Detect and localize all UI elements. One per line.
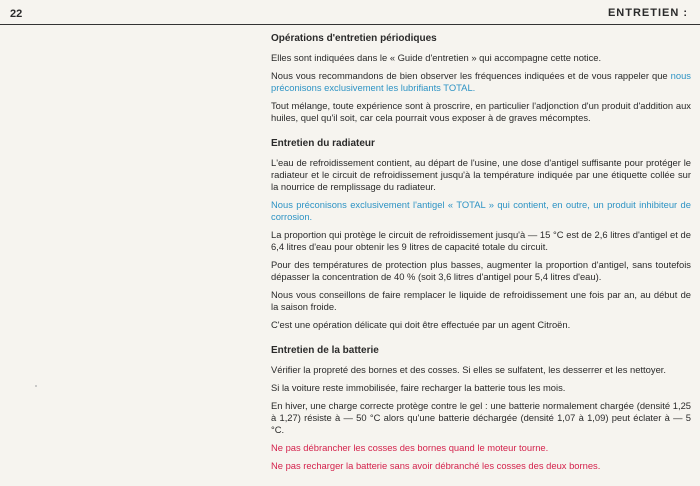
paragraph: Pour des températures de protection plus basses, augmenter la proportion d'antigel, sans toutefois dépasser la concentration de 40 % (soit 3,6 litres d'antigel pour 5,4 litres d'eau). xyxy=(271,259,691,282)
paragraph: Elles sont indiquées dans le « Guide d'entretien » qui accompagne cette notice. xyxy=(271,52,602,63)
paragraph: En hiver, une charge correcte protège contre le gel : une batterie normalement chargée (densité 1,25 à 1,27) résiste à — 50 °C alors qu'une batterie déchargée (densité 1,07 à 1,09) peut éclater à — 5 °C. xyxy=(271,400,691,435)
paragraph: C'est une opération délicate qui doit être effectuée par un agent Citroën. xyxy=(271,319,571,330)
section-radiator xyxy=(271,138,691,331)
paragraph-text: Nous vous recommandons de bien observer les fréquences indiquées et de vous rappeler que xyxy=(271,70,671,81)
highlight-paragraph: Nous préconisons exclusivement l'antigel « TOTAL » qui contient, en outre, un produit inhibiteur de corrosion. xyxy=(271,199,691,222)
warning-paragraph: Ne pas recharger la batterie sans avoir débranché les cosses des deux bornes. xyxy=(271,460,601,471)
section-heading: Entretien de la batterie xyxy=(271,345,379,356)
header-rule xyxy=(0,24,700,25)
paragraph: Nous vous conseillons de faire remplacer le liquide de refroidissement une fois par an, au début de la saison froide. xyxy=(271,289,691,312)
page-header-title: ENTRETIEN : xyxy=(607,7,688,19)
paragraph xyxy=(271,70,691,94)
scan-speck xyxy=(35,385,37,387)
section-periodic-maintenance xyxy=(271,33,691,124)
paragraph: Tout mélange, toute expérience sont à proscrire, en particulier l'adjonction d'un produit d'addition aux huiles, quel qu'il soit, car cela pourrait vous exposer à de graves mécomptes. xyxy=(271,100,691,123)
main-content xyxy=(271,33,691,486)
highlight-text: nous préconisons exclusivement les lubrifiants TOTAL. xyxy=(271,70,691,93)
page-number: 22 xyxy=(10,8,23,20)
section-battery xyxy=(271,345,691,472)
paragraph: Si la voiture reste immobilisée, faire recharger la batterie tous les mois. xyxy=(271,382,566,393)
paragraph: La proportion qui protège le circuit de refroidissement jusqu'à — 15 °C est de 2,6 litres d'antigel et de 6,4 litres d'eau pour obtenir les 9 litres de capacité totale du circuit. xyxy=(271,229,691,252)
section-heading: Entretien du radiateur xyxy=(271,138,375,149)
section-heading: Opérations d'entretien périodiques xyxy=(271,33,437,44)
warning-paragraph: Ne pas débrancher les cosses des bornes quand le moteur tourne. xyxy=(271,442,549,453)
paragraph: Vérifier la propreté des bornes et des cosses. Si elles se sulfatent, les desserrer et les nettoyer. xyxy=(271,364,666,375)
paragraph: L'eau de refroidissement contient, au départ de l'usine, une dose d'antigel suffisante pour protéger le radiateur et le circuit de refroidissement jusqu'à la température indiquée par une étiquette collée sur la nourrice de remplissage du radiateur. xyxy=(271,157,691,192)
